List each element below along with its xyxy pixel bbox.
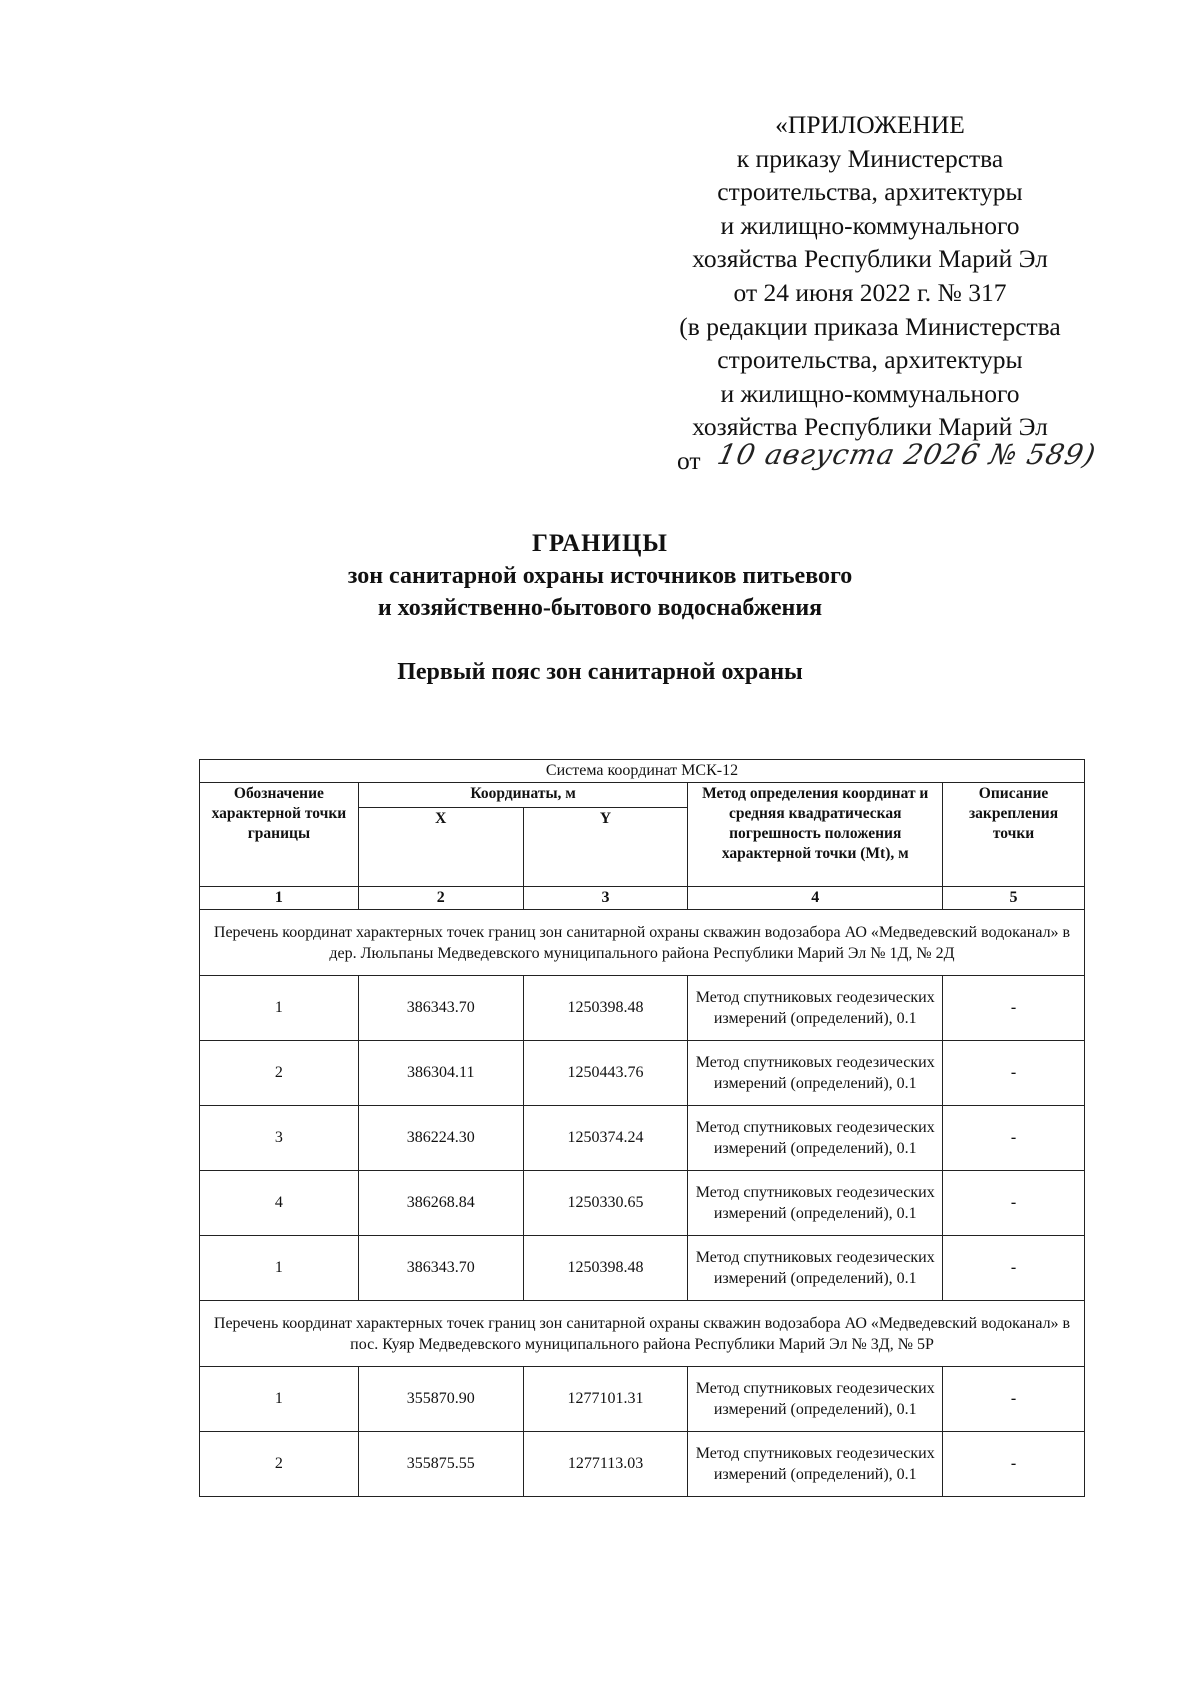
section-title-row [200,910,1085,976]
coord-x: 386304.11 [358,1041,523,1106]
document-subtitle-line-1: зон санитарной охраны источников питьевого [347,563,853,589]
coord-y: 1250398.48 [523,976,688,1041]
method: Метод спутниковых геодезических измерений (определений), 0.1 [688,1041,943,1106]
appendix-line: и жилищно-коммунального [720,210,1020,240]
fixing-description: - [943,1106,1085,1171]
method: Метод спутниковых геодезических измерений (определений), 0.1 [688,976,943,1041]
point-id: 4 [200,1171,359,1236]
fixing-description: - [943,976,1085,1041]
appendix-line: и жилищно-коммунального [720,378,1020,408]
coord-y: 1250374.24 [523,1106,688,1171]
table-row [200,976,1085,1041]
point-id: 3 [200,1106,359,1171]
header-designation: Обозначение характерной точки границы [200,783,359,887]
method: Метод спутниковых геодезических измерений (определений), 0.1 [688,1367,943,1432]
column-number: 2 [358,887,523,910]
method: Метод спутниковых геодезических измерений (определений), 0.1 [688,1106,943,1171]
point-id: 2 [200,1432,359,1497]
coord-y: 1277101.31 [523,1367,688,1432]
document-title-block [0,528,1200,688]
coord-x: 386268.84 [358,1171,523,1236]
column-number: 3 [523,887,688,910]
appendix-line: хозяйства Республики Марий Эл [692,412,1048,442]
coord-x: 386224.30 [358,1106,523,1171]
section-heading: Первый пояс зон санитарной охраны [397,659,803,685]
coord-y: 1250330.65 [523,1171,688,1236]
header-row [200,783,1085,808]
table-row [200,1432,1085,1497]
fixing-description: - [943,1171,1085,1236]
coordinates-table [199,759,1085,1497]
coord-y: 1277113.03 [523,1432,688,1497]
column-number: 5 [943,887,1085,910]
handwritten-date: 10 августа 2026 № 589) [714,437,1100,471]
method: Метод спутниковых геодезических измерений (определений), 0.1 [688,1432,943,1497]
column-number: 1 [200,887,359,910]
fixing-description: - [943,1236,1085,1301]
method: Метод спутниковых геодезических измерений (определений), 0.1 [688,1236,943,1301]
table-row [200,1106,1085,1171]
document-title: ГРАНИЦЫ [532,530,668,557]
appendix-line: «ПРИЛОЖЕНИЕ [775,110,965,139]
coord-y: 1250398.48 [523,1236,688,1301]
header-description: Описание закрепления точки [943,783,1085,887]
date-prefix: от [677,445,701,475]
appendix-line: строительства, архитектуры [717,345,1023,375]
appendix-line: к приказу Министерства [736,143,1004,173]
point-id: 1 [200,1236,359,1301]
appendix-line: строительства, архитектуры [717,177,1023,207]
coordinate-system-label: Система координат МСК-12 [200,760,1085,783]
fixing-description: - [943,1367,1085,1432]
method: Метод спутниковых геодезических измерений (определений), 0.1 [688,1171,943,1236]
header-y: Y [523,808,688,887]
section-title: Перечень координат характерных точек границ зон санитарной охраны скважин водозабора АО «Медведевский водоканал» в дер. Люльпаны Медведевского муниципального района Республики Марий Эл № 1Д, № 2Д [200,910,1085,976]
coord-x: 386343.70 [358,976,523,1041]
amendment-date-line [600,437,1140,478]
header-x: X [358,808,523,887]
section-title: Перечень координат характерных точек границ зон санитарной охраны скважин водозабора АО «Медведевский водоканал» в пос. Куяр Медведевского муниципального района Республики Марий Эл № 3Д, № 5Р [200,1301,1085,1367]
coord-x: 355870.90 [358,1367,523,1432]
coord-x: 355875.55 [358,1432,523,1497]
point-id: 1 [200,976,359,1041]
header-coordinates: Координаты, м [358,783,688,808]
coord-x: 386343.70 [358,1236,523,1301]
coord-y: 1250443.76 [523,1041,688,1106]
column-number-row [200,887,1085,910]
coordinate-system-row [200,760,1085,783]
fixing-description: - [943,1432,1085,1497]
appendix-line: хозяйства Республики Марий Эл [692,244,1048,274]
header-method: Метод определения координат и средняя квадратическая погрешность положения характерной точки (Mt), м [688,783,943,887]
appendix-line: от 24 июня 2022 г. № 317 [733,277,1007,307]
point-id: 1 [200,1367,359,1432]
fixing-description: - [943,1041,1085,1106]
point-id: 2 [200,1041,359,1106]
table-row [200,1041,1085,1106]
appendix-header [600,108,1140,478]
table-row [200,1171,1085,1236]
document-subtitle-line-2: и хозяйственно-бытового водоснабжения [377,595,823,621]
appendix-line: (в редакции приказа Министерства [679,311,1061,341]
table-row [200,1236,1085,1301]
section-title-row [200,1301,1085,1367]
column-number: 4 [688,887,943,910]
table-row [200,1367,1085,1432]
